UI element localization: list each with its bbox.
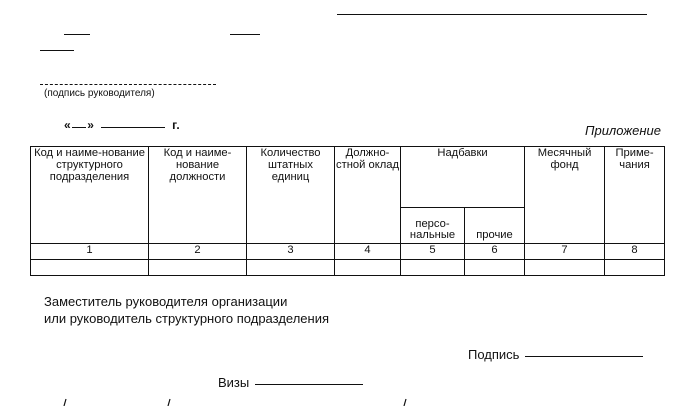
- col-header-salary: Должно-стной оклад: [335, 147, 401, 244]
- footer-signatory: [44, 294, 329, 328]
- appendix-label: Приложение: [585, 123, 661, 138]
- col-number: 8: [605, 244, 665, 260]
- quote-open: «: [64, 118, 72, 132]
- column-number-row: [31, 244, 665, 260]
- subcol-other: прочие: [465, 208, 525, 244]
- signature-caption: (подпись руководителя): [44, 88, 155, 99]
- cut-off-line-remnant: [60, 396, 420, 406]
- left-short-rule: [40, 50, 74, 51]
- signature-field: [468, 346, 643, 362]
- visas-blank: [255, 374, 363, 385]
- col-header-staff-units: Количество штатных единиц: [247, 147, 335, 244]
- col-number: 2: [149, 244, 247, 260]
- signature-label: Подпись: [468, 347, 520, 362]
- month-blank: [101, 119, 165, 128]
- empty-data-row: [31, 260, 665, 276]
- visas-label: Визы: [218, 375, 250, 390]
- empty-cell: [525, 260, 605, 276]
- top-middle-short-rule: [230, 34, 260, 35]
- col-number: 5: [401, 244, 465, 260]
- col-number: 4: [335, 244, 401, 260]
- col-number: 6: [465, 244, 525, 260]
- cut-off-marks: [60, 397, 420, 406]
- year-suffix: г.: [172, 118, 181, 132]
- quote-close: »: [87, 118, 95, 132]
- empty-cell: [401, 260, 465, 276]
- footer-line-2: или руководитель структурного подразделения: [44, 310, 329, 326]
- col-header-allowances: Надбавки: [401, 147, 525, 208]
- top-left-short-rule: [64, 34, 90, 35]
- footer-line-1: Заместитель руководителя организации: [44, 294, 288, 309]
- col-number: 3: [247, 244, 335, 260]
- col-number: 1: [31, 244, 149, 260]
- empty-cell: [247, 260, 335, 276]
- empty-cell: [465, 260, 525, 276]
- visas-field: [218, 374, 363, 390]
- empty-cell: [149, 260, 247, 276]
- empty-cell: [31, 260, 149, 276]
- date-line: [64, 118, 180, 132]
- col-header-unit-code: Код и наиме-нование структурного подразделения: [31, 147, 149, 244]
- staffing-table: [30, 146, 665, 276]
- empty-cell: [335, 260, 401, 276]
- col-header-notes: Приме-чания: [605, 147, 665, 244]
- subcol-personal: персо-нальные: [401, 208, 465, 244]
- col-number: 7: [525, 244, 605, 260]
- head-signature-line: [40, 84, 216, 85]
- col-header-monthly-fund: Месячный фонд: [525, 147, 605, 244]
- col-header-position-code: Код и наиме-нование должности: [149, 147, 247, 244]
- empty-cell: [605, 260, 665, 276]
- top-right-rule: [337, 14, 647, 15]
- table-header-row: [31, 147, 665, 208]
- signature-blank: [525, 346, 643, 357]
- day-blank: [72, 119, 86, 128]
